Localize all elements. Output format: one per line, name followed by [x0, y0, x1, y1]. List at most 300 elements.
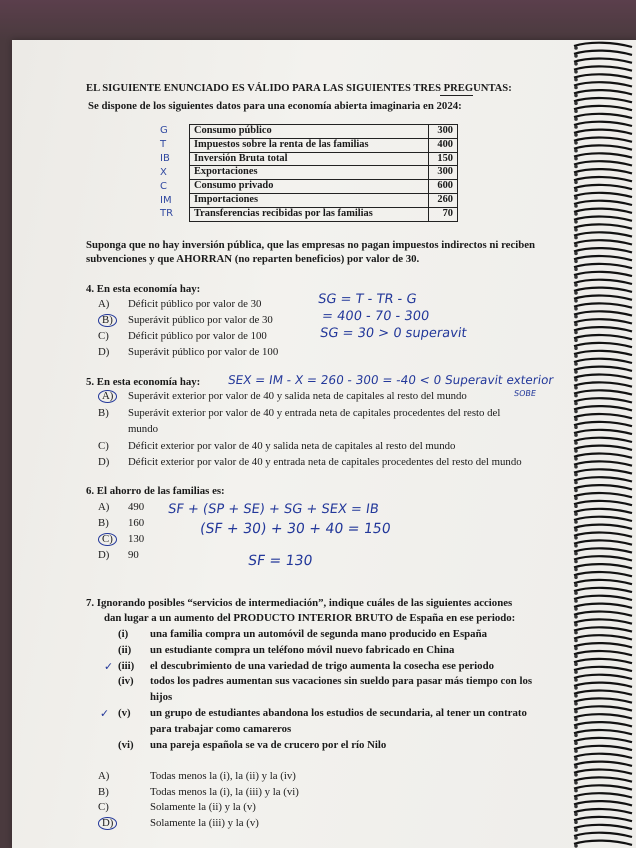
- spiral-hole: [574, 489, 578, 493]
- spiral-hole: [574, 765, 578, 769]
- option-letter: [98, 440, 109, 453]
- spiral-loop: [574, 375, 632, 379]
- spiral-hole: [574, 307, 578, 311]
- option-text: Superávit público por valor de 100: [128, 346, 279, 358]
- spiral-loop: [574, 493, 632, 497]
- spiral-hole: [574, 291, 578, 295]
- spiral-loop: [574, 533, 632, 537]
- handwritten-tag: G: [160, 125, 168, 136]
- spiral-hole: [574, 394, 578, 398]
- handwritten-tag: C: [160, 180, 167, 192]
- spiral-loop: [574, 382, 632, 386]
- option-letter-text: A): [98, 501, 110, 513]
- spiral-hole: [574, 425, 578, 429]
- spiral-hole: [574, 141, 578, 145]
- item-text: el descubrimiento de una variedad de trigo aumenta la cosecha ese periodo: [150, 659, 494, 672]
- spiral-loop: [574, 825, 632, 829]
- spiral-hole: [574, 283, 578, 287]
- spiral-loop: [574, 264, 632, 268]
- spiral-loop: [574, 122, 632, 126]
- spiral-hole: [574, 433, 578, 437]
- spiral-loop: [574, 201, 632, 205]
- q4-note-2: = 400 - 70 - 300: [320, 309, 431, 324]
- spiral-hole: [574, 726, 578, 730]
- handwritten-tag: X: [160, 166, 167, 178]
- option-letter-text: C): [98, 533, 117, 546]
- option-letter: [98, 456, 109, 469]
- option-text: Todas menos la (i), la (iii) y la (vi): [150, 785, 299, 798]
- table-row: [190, 193, 458, 207]
- spiral-hole: [574, 346, 578, 350]
- spiral-hole: [574, 781, 578, 785]
- spiral-hole: [574, 694, 578, 698]
- spiral-hole: [574, 773, 578, 777]
- item-number: (i): [118, 628, 129, 640]
- q4-note-1: SG = T - TR - G: [316, 292, 418, 307]
- spiral-hole: [574, 749, 578, 753]
- spiral-loop: [574, 359, 632, 363]
- spiral-loop: [574, 746, 632, 750]
- spiral-loop: [574, 438, 632, 442]
- option-letter: [98, 801, 109, 814]
- spiral-hole: [574, 844, 578, 848]
- option-letter: [98, 533, 117, 546]
- option-letter: [98, 549, 109, 562]
- spiral-loop: [574, 643, 632, 647]
- spiral-loop: [574, 509, 632, 513]
- spiral-loop: [574, 446, 632, 450]
- q6-note-3: SF = 130: [246, 553, 314, 569]
- q4-note-3: SG = 30 > 0 superavit: [318, 326, 468, 341]
- spiral-loop: [574, 256, 632, 260]
- spiral-hole: [574, 418, 578, 422]
- spiral-hole: [574, 805, 578, 809]
- spiral-loop: [574, 398, 632, 402]
- spiral-loop: [574, 106, 632, 110]
- spiral-hole: [574, 568, 578, 572]
- spiral-loop: [574, 145, 632, 149]
- spiral-hole: [574, 181, 578, 185]
- spiral-loop: [574, 706, 632, 710]
- spiral-hole: [574, 354, 578, 358]
- spiral-loop: [574, 809, 632, 813]
- spiral-loop: [574, 272, 632, 276]
- spiral-hole: [574, 165, 578, 169]
- spiral-loop: [574, 698, 632, 702]
- item-text: todos los padres aumentan sus vacaciones sin sueldo para pasar más tiempo con los: [150, 675, 533, 688]
- spiral-hole: [574, 267, 578, 271]
- spiral-hole: [574, 62, 578, 66]
- spiral-hole: [574, 378, 578, 382]
- option-text: Déficit exterior por valor de 40 y entrada neta de capitales procedentes del resto del mundo: [128, 456, 522, 468]
- spiral-loop: [574, 296, 632, 300]
- item-number: (v): [118, 707, 131, 719]
- table-row: [190, 138, 458, 152]
- spiral-loop: [574, 817, 632, 821]
- spiral-hole: [574, 820, 578, 824]
- table-row: [190, 125, 458, 139]
- spiral-loop: [574, 130, 632, 134]
- option-letter: [98, 517, 109, 530]
- spiral-hole: [574, 465, 578, 469]
- spiral-hole: [574, 473, 578, 477]
- spiral-loop: [574, 209, 632, 213]
- table-value: 300: [429, 166, 458, 180]
- spiral-hole: [574, 386, 578, 390]
- spiral-loop: [574, 619, 632, 623]
- spiral-loop: [574, 303, 632, 307]
- spiral-loop: [574, 564, 632, 568]
- spiral-loop: [574, 66, 632, 70]
- question-6-title: 6. El ahorro de las familias es:: [86, 485, 225, 497]
- q6-note-2: (SF + 30) + 30 + 40 = 150: [198, 521, 392, 537]
- option-letter-text: B): [98, 785, 109, 798]
- spiral-loop: [574, 793, 632, 797]
- option-letter-text: D): [98, 549, 110, 561]
- item-text: una pareja española se va de crucero por el río Nilo: [150, 738, 387, 751]
- table-label: Impuestos sobre la renta de las familias: [190, 138, 429, 152]
- spiral-loop: [574, 90, 632, 94]
- spiral-hole: [574, 86, 578, 90]
- table-label: Consumo privado: [190, 180, 429, 194]
- spiral-hole: [574, 212, 578, 216]
- check-mark-icon: ✓: [104, 659, 114, 673]
- spiral-loop: [574, 754, 632, 758]
- spiral-loop: [574, 169, 632, 173]
- table-value: 70: [429, 207, 458, 221]
- spiral-hole: [574, 536, 578, 540]
- header-text: EL SIGUIENTE ENUNCIADO ES VÁLIDO PARA LAS SIGUIENTES TRES PREGUNTAS:: [86, 83, 512, 94]
- table-label: Inversión Bruta total: [190, 152, 429, 166]
- option-letter: [98, 330, 109, 343]
- item-text: hijos: [150, 691, 173, 704]
- option-text: Solamente la (iii) y la (v): [150, 816, 259, 829]
- table-row: [190, 152, 458, 166]
- option-text: Déficit exterior por valor de 40 y salida neta de capitales al resto del mundo: [128, 439, 456, 452]
- spiral-hole: [574, 449, 578, 453]
- spiral-loop: [574, 548, 632, 552]
- spiral-loop: [574, 43, 632, 47]
- option-letter-text: C): [98, 439, 109, 452]
- option-letter: [98, 501, 109, 514]
- spiral-hole: [574, 260, 578, 264]
- spiral-loop: [574, 367, 632, 371]
- spiral-loop: [574, 651, 632, 655]
- option-text: Superávit exterior por valor de 40 y entrada neta de capitales procedentes del resto del: [128, 406, 501, 419]
- spiral-hole: [574, 362, 578, 366]
- spiral-hole: [574, 117, 578, 121]
- spiral-hole: [574, 275, 578, 279]
- spiral-hole: [574, 615, 578, 619]
- option-letter-text: D): [98, 346, 110, 358]
- spiral-hole: [574, 647, 578, 651]
- suppose-line-1: Suponga que no hay inversión pública, que las empresas no pagan impuestos indirectos ni reciben: [86, 239, 536, 251]
- spiral-loop: [574, 414, 632, 418]
- spiral-loop: [574, 224, 632, 228]
- spiral-loop: [574, 722, 632, 726]
- spiral-loop: [574, 177, 632, 181]
- spiral-hole: [574, 560, 578, 564]
- spiral-loop: [574, 501, 632, 505]
- spiral-loop: [574, 469, 632, 473]
- spiral-loop: [574, 193, 632, 197]
- spiral-loop: [574, 430, 632, 434]
- spiral-loop: [574, 477, 632, 481]
- spiral-hole: [574, 797, 578, 801]
- spiral-hole: [574, 741, 578, 745]
- option-text: 490: [128, 501, 145, 513]
- spiral-hole: [574, 125, 578, 129]
- option-letter: [98, 770, 109, 783]
- spiral-hole: [574, 402, 578, 406]
- spiral-hole: [574, 544, 578, 548]
- spiral-loop: [574, 659, 632, 663]
- spiral-hole: [574, 173, 578, 177]
- spiral-loop: [574, 311, 632, 315]
- item-number: (iii): [118, 659, 135, 672]
- spiral-loop: [574, 572, 632, 576]
- spiral-hole: [574, 244, 578, 248]
- spiral-loop: [574, 217, 632, 221]
- table-row: [190, 166, 458, 180]
- spiral-hole: [574, 504, 578, 508]
- item-number: (ii): [118, 643, 132, 656]
- item-text: un grupo de estudiantes abandona los estudios de secundaria, al tener un contrato: [150, 707, 527, 719]
- spiral-hole: [574, 757, 578, 761]
- table-value: 260: [429, 193, 458, 207]
- spiral-hole: [574, 410, 578, 414]
- option-letter-text: A): [98, 390, 117, 403]
- question-5-title: 5. En esta economía hay:: [86, 376, 201, 388]
- option-text: 160: [128, 517, 145, 529]
- spiral-hole: [574, 323, 578, 327]
- table-label: Transferencias recibidas por las familias: [190, 207, 429, 221]
- table-label: Importaciones: [190, 193, 429, 207]
- spiral-hole: [574, 109, 578, 113]
- table-value: 300: [429, 125, 458, 139]
- spiral-loop: [574, 540, 632, 544]
- spiral-loop: [574, 556, 632, 560]
- spiral-loop: [574, 635, 632, 639]
- spiral-loop: [574, 161, 632, 165]
- option-text: Solamente la (ii) y la (v): [150, 801, 256, 813]
- spiral-loop: [574, 833, 632, 837]
- spiral-hole: [574, 828, 578, 832]
- item-text: una familia compra un automóvil de segunda mano producido en España: [150, 628, 487, 640]
- spiral-loop: [574, 612, 632, 616]
- spiral-hole: [574, 599, 578, 603]
- spiral-hole: [574, 457, 578, 461]
- item-number: (vi): [118, 738, 134, 751]
- option-text: Superávit público por valor de 30: [128, 314, 273, 326]
- option-text: 90: [128, 549, 139, 561]
- spiral-loop: [574, 691, 632, 695]
- spiral-hole: [574, 678, 578, 682]
- spiral-hole: [574, 702, 578, 706]
- spiral-loop: [574, 667, 632, 671]
- option-letter: [98, 314, 117, 327]
- spiral-loop: [574, 138, 632, 142]
- spiral-loop: [574, 485, 632, 489]
- option-letter: [98, 390, 117, 403]
- spiral-hole: [574, 102, 578, 106]
- q6-note-1: SF + (SP + SE) + SG + SEX = IB: [166, 502, 380, 517]
- table-value: 600: [429, 180, 458, 194]
- spiral-hole: [574, 591, 578, 595]
- spiral-hole: [574, 441, 578, 445]
- option-letter: [98, 407, 109, 420]
- spiral-hole: [574, 813, 578, 817]
- spiral-loop: [574, 390, 632, 394]
- spiral-loop: [574, 335, 632, 339]
- option-text: Déficit público por valor de 100: [128, 330, 267, 342]
- spiral-loop: [574, 74, 632, 78]
- item-text: un estudiante compra un teléfono móvil nuevo fabricado en China: [150, 643, 455, 656]
- spiral-loop: [574, 730, 632, 734]
- item-number: (iv): [118, 675, 134, 688]
- spiral-loop: [574, 683, 632, 687]
- spiral-hole: [574, 789, 578, 793]
- spiral-loop: [574, 82, 632, 86]
- spiral-hole: [574, 94, 578, 98]
- spiral-loop: [574, 841, 632, 845]
- spiral-binding: [570, 40, 636, 848]
- intro-text: Se dispone de los siguientes datos para una economía abierta imaginaria en 2024:: [88, 100, 462, 112]
- option-letter-text: C): [98, 330, 109, 342]
- spiral-loop: [574, 422, 632, 426]
- handwritten-tag: IM: [160, 194, 172, 206]
- handwritten-tag: T: [160, 138, 167, 150]
- q5-note: SEX = IM - X = 260 - 300 = -40 < 0 Superavit exterior: [227, 373, 555, 387]
- spiral-hole: [574, 576, 578, 580]
- option-text: Todas menos la (i), la (ii) y la (iv): [150, 770, 296, 782]
- spiral-loop: [574, 114, 632, 118]
- spiral-hole: [574, 520, 578, 524]
- spiral-loop: [574, 588, 632, 592]
- spiral-loop: [574, 596, 632, 600]
- option-text: mundo: [128, 423, 158, 435]
- spiral-hole: [574, 481, 578, 485]
- spiral-loop: [574, 675, 632, 679]
- spiral-loop: [574, 762, 632, 766]
- spiral-hole: [574, 133, 578, 137]
- spiral-hole: [574, 331, 578, 335]
- spiral-hole: [574, 78, 578, 82]
- option-letter-text: B): [98, 314, 117, 327]
- spiral-hole: [574, 497, 578, 501]
- spiral-hole: [574, 339, 578, 343]
- option-text: 130: [128, 533, 145, 545]
- spiral-hole: [574, 623, 578, 627]
- spiral-loop: [574, 770, 632, 774]
- spiral-loop: [574, 153, 632, 157]
- spiral-hole: [574, 46, 578, 50]
- suppose-line-2: subvenciones y que AHORRAN (no reparten beneficios) por valor de 30.: [86, 253, 420, 265]
- spiral-hole: [574, 220, 578, 224]
- spiral-loop: [574, 627, 632, 631]
- spiral-loop: [574, 59, 632, 63]
- spiral-hole: [574, 734, 578, 738]
- option-letter: [98, 346, 109, 359]
- spiral-loop: [574, 525, 632, 529]
- spiral-loop: [574, 461, 632, 465]
- question-7-title-2: dan lugar a un aumento del PRODUCTO INTERIOR BRUTO de España en ese periodo:: [104, 612, 516, 624]
- spiral-hole: [574, 204, 578, 208]
- spiral-loop: [574, 517, 632, 521]
- spiral-loop: [574, 240, 632, 244]
- question-4-title: 4. En esta economía hay:: [86, 283, 201, 295]
- spiral-hole: [574, 512, 578, 516]
- option-letter-text: B): [98, 517, 109, 529]
- option-letter-text: D): [98, 817, 117, 830]
- spiral-loop: [574, 232, 632, 236]
- data-table: [189, 124, 458, 222]
- option-letter: [98, 298, 109, 311]
- spiral-loop: [574, 51, 632, 55]
- spiral-hole: [574, 315, 578, 319]
- option-letter: [98, 817, 117, 830]
- spiral-loop: [574, 738, 632, 742]
- spiral-hole: [574, 686, 578, 690]
- spiral-hole: [574, 655, 578, 659]
- spiral-hole: [574, 607, 578, 611]
- spiral-loop: [574, 406, 632, 410]
- spiral-hole: [574, 631, 578, 635]
- spiral-loop: [574, 604, 632, 608]
- spiral-hole: [574, 149, 578, 153]
- spiral-hole: [574, 718, 578, 722]
- spiral-loop: [574, 185, 632, 189]
- option-letter-text: D): [98, 456, 110, 468]
- spiral-loop: [574, 785, 632, 789]
- spiral-hole: [574, 836, 578, 840]
- spiral-hole: [574, 236, 578, 240]
- spiral-hole: [574, 662, 578, 666]
- spiral-hole: [574, 157, 578, 161]
- spiral-loop: [574, 319, 632, 323]
- background-top: [0, 0, 636, 40]
- spiral-loop: [574, 98, 632, 102]
- option-letter-text: C): [98, 801, 109, 813]
- spiral-loop: [574, 343, 632, 347]
- spiral-loop: [574, 351, 632, 355]
- spiral-loop: [574, 454, 632, 458]
- spiral-loop: [574, 580, 632, 584]
- table-row: [190, 180, 458, 194]
- table-label: Exportaciones: [190, 166, 429, 180]
- spiral-loop: [574, 248, 632, 252]
- question-7-title-1: 7. Ignorando posibles “servicios de intermediación”, indique cuáles de las siguientes acciones: [86, 597, 513, 609]
- spiral-hole: [574, 196, 578, 200]
- handwritten-tag: IB: [160, 152, 170, 164]
- option-letter: [98, 786, 109, 799]
- spiral-hole: [574, 710, 578, 714]
- spiral-hole: [574, 639, 578, 643]
- spiral-hole: [574, 252, 578, 256]
- header-underline: [440, 95, 473, 96]
- option-text: Déficit público por valor de 30: [128, 298, 262, 310]
- spiral-hole: [574, 552, 578, 556]
- spiral-hole: [574, 228, 578, 232]
- spiral-loop: [574, 288, 632, 292]
- spiral-loop: [574, 777, 632, 781]
- table-value: 150: [429, 152, 458, 166]
- check-mark-icon: ✓: [100, 707, 110, 720]
- spiral-loop: [574, 280, 632, 284]
- handwritten-tag: TR: [160, 208, 174, 220]
- item-text: para trabajar como camareros: [150, 722, 292, 735]
- spiral-hole: [574, 370, 578, 374]
